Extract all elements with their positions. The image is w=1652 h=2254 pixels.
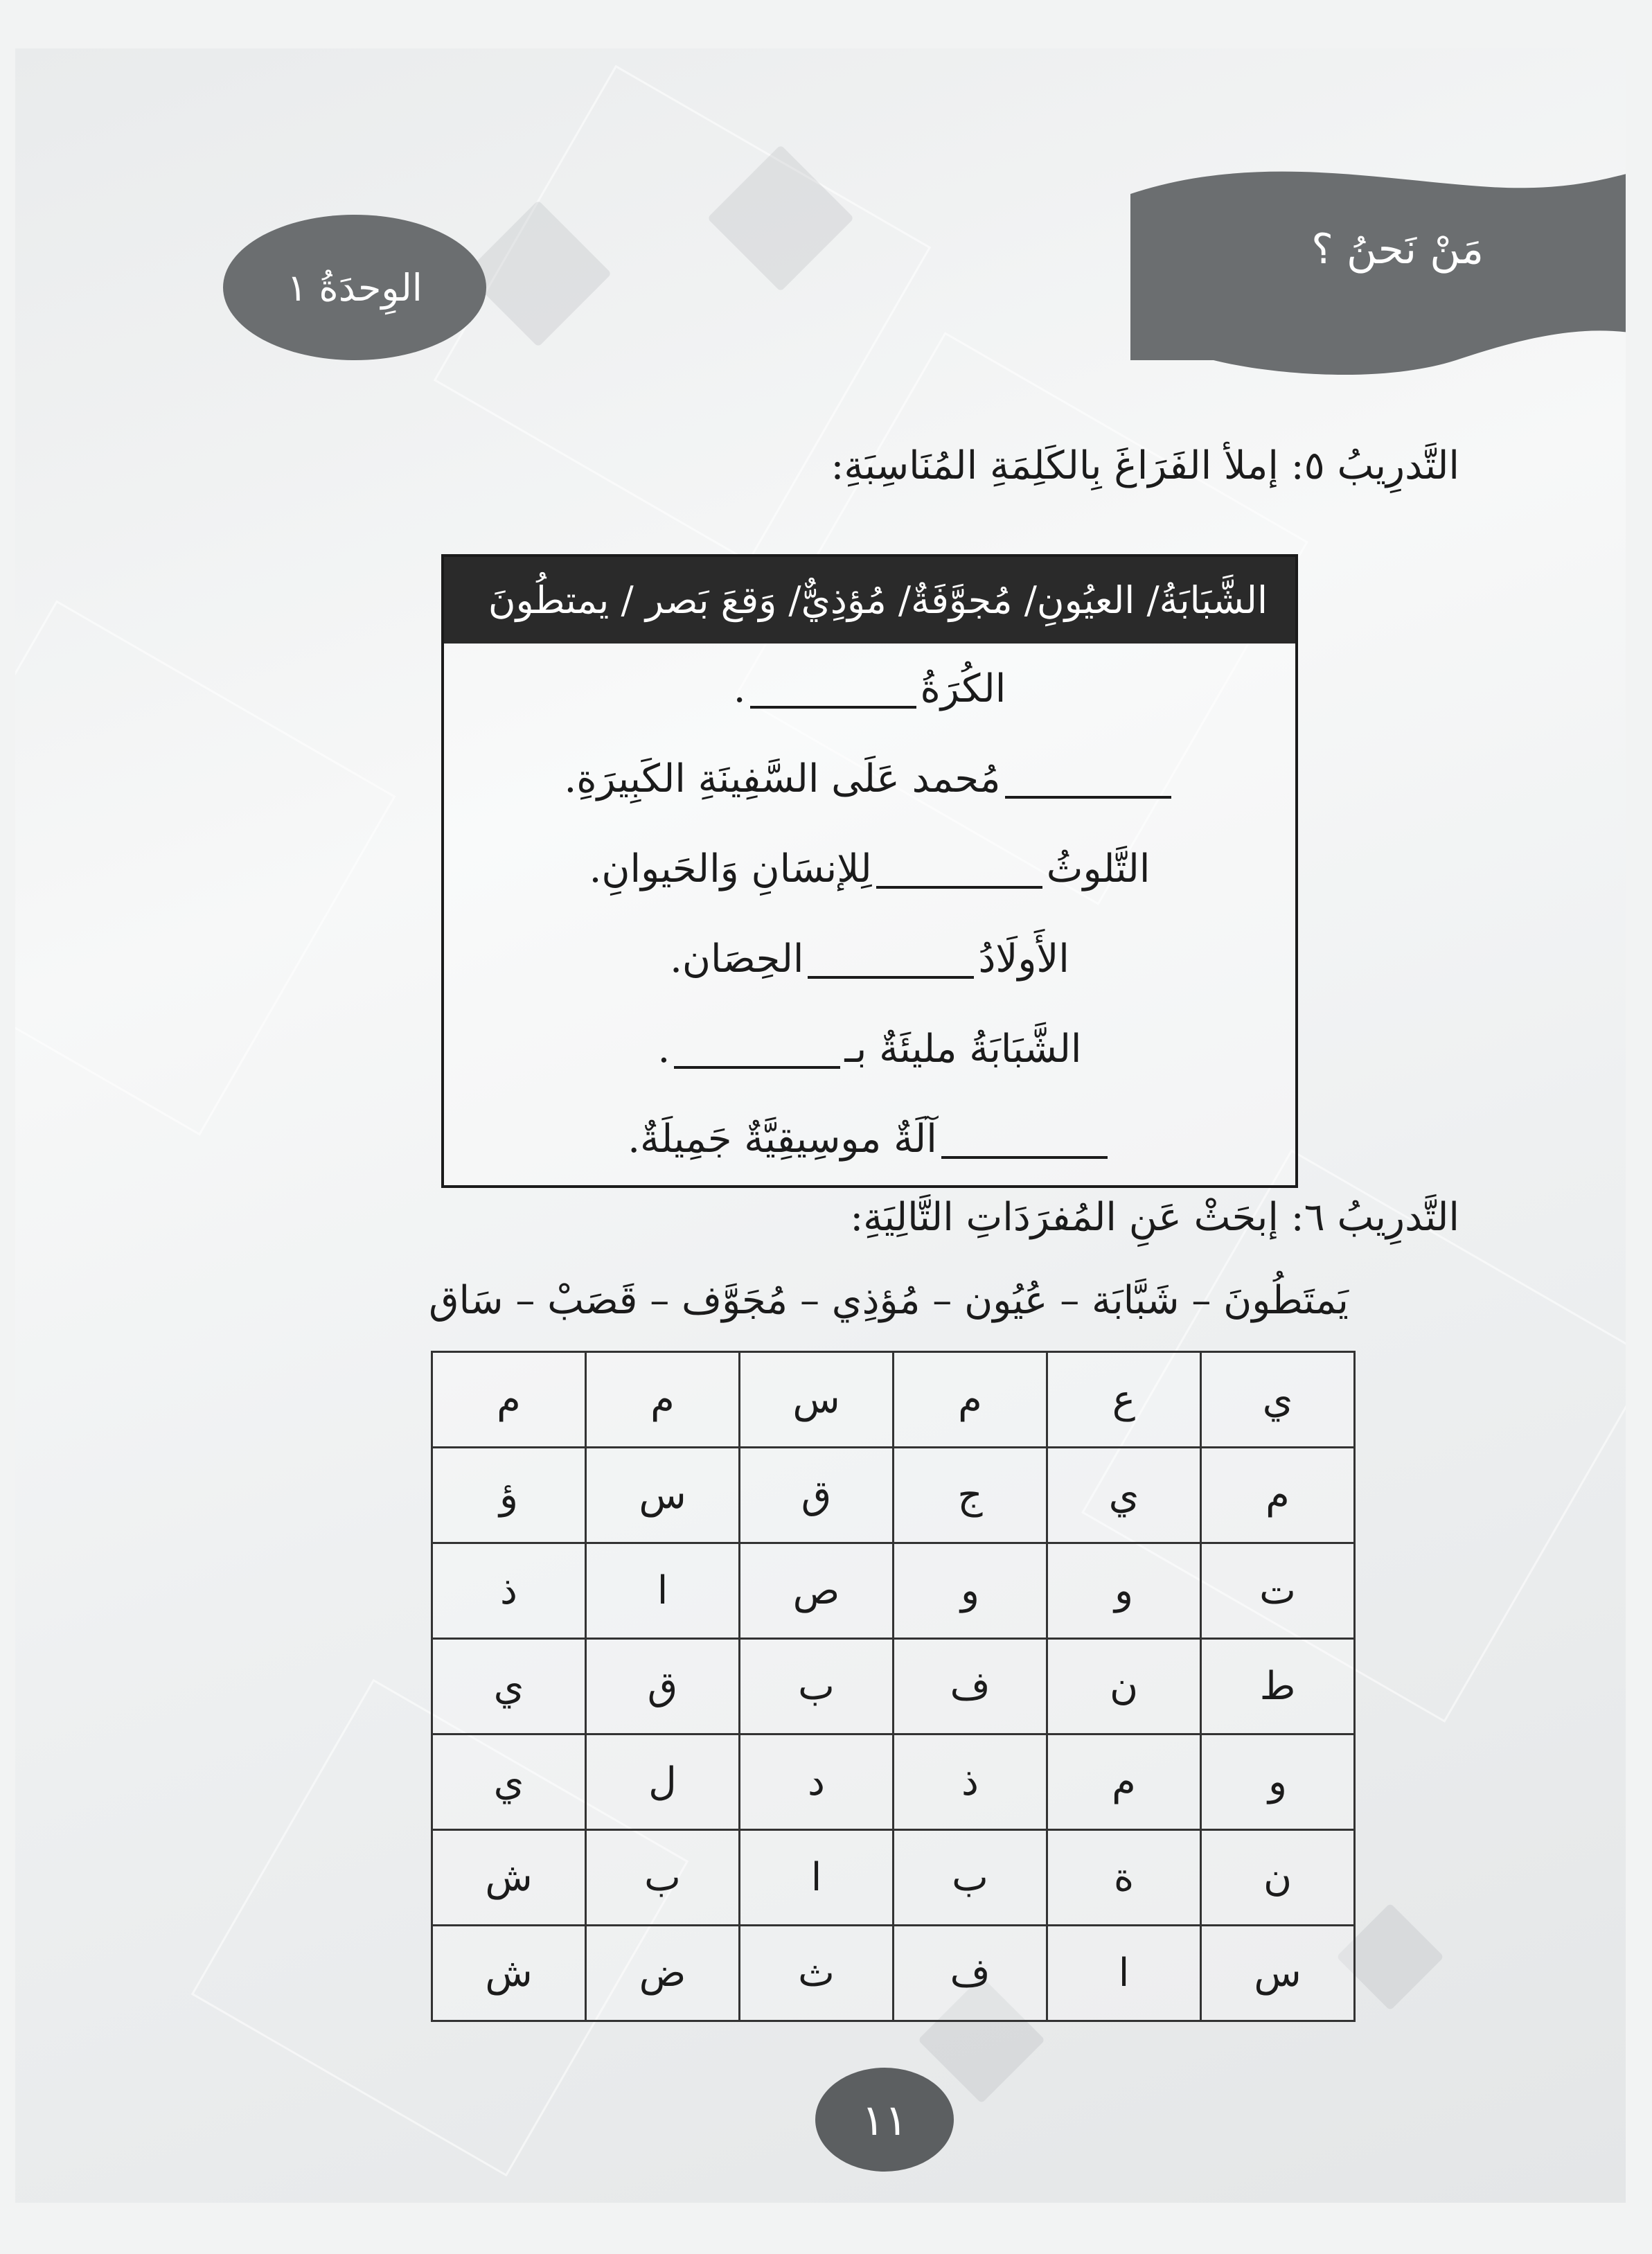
grid-cell[interactable]: ج: [894, 1448, 1047, 1543]
grid-cell[interactable]: ب: [586, 1830, 740, 1926]
grid-cell[interactable]: د: [740, 1734, 894, 1830]
grid-cell[interactable]: و: [894, 1543, 1047, 1639]
background-hexagon: [15, 600, 396, 1135]
grid-cell[interactable]: ؤ: [432, 1448, 586, 1543]
grid-cell[interactable]: و: [1047, 1543, 1201, 1639]
grid-cell[interactable]: ص: [740, 1543, 894, 1639]
workbook-page: [15, 48, 1626, 2203]
word-search-grid: [431, 1351, 1356, 2022]
exercise5-heading: التَّدرِيبُ ٥: إملأ الفَرَاغَ بِالكَلِمَةِ المُنَاسِبَةِ:: [831, 443, 1459, 488]
grid-cell[interactable]: س: [740, 1352, 894, 1448]
grid-cell[interactable]: ف: [894, 1926, 1047, 2021]
grid-row: [432, 1926, 1355, 2021]
grid-cell[interactable]: ض: [586, 1926, 740, 2021]
answer-blank[interactable]: [1005, 758, 1171, 799]
grid-cell[interactable]: ذ: [894, 1734, 1047, 1830]
sentence-end: .: [657, 1026, 670, 1072]
page-number-badge: [815, 2068, 954, 2172]
grid-row: [432, 1830, 1355, 1926]
grid-cell[interactable]: ط: [1201, 1639, 1355, 1734]
grid-row: [432, 1448, 1355, 1543]
grid-cell[interactable]: ش: [432, 1830, 586, 1926]
word-bank: الشَّبَابَةُ/ العيُونِ/ مُجوَّفَةٌ/ مُؤذِيٌّ/ وَقعَ بَصر / يمتطُونَ: [444, 557, 1295, 644]
grid-cell[interactable]: ن: [1047, 1639, 1201, 1734]
sentence-start: الشَّبَابَةُ مليئَةٌ بـ: [844, 1026, 1082, 1072]
grid-cell[interactable]: ة: [1047, 1830, 1201, 1926]
sentence-row: [444, 644, 1295, 734]
answer-blank[interactable]: [674, 1029, 840, 1069]
unit-label: الوِحدَةُ ١: [287, 265, 423, 310]
grid-cell[interactable]: ل: [586, 1734, 740, 1830]
sentence-row: [444, 1094, 1295, 1184]
answer-blank[interactable]: [941, 1119, 1108, 1159]
grid-row: [432, 1639, 1355, 1734]
grid-cell[interactable]: س: [1201, 1926, 1355, 2021]
sentence-row: [444, 824, 1295, 914]
grid-cell[interactable]: ي: [1047, 1448, 1201, 1543]
sentence-end: آلَةٌ موسِيقِيَّةٌ جَمِيلَةٌ.: [628, 1116, 937, 1162]
grid-cell[interactable]: م: [1201, 1448, 1355, 1543]
grid-cell[interactable]: ي: [432, 1734, 586, 1830]
sentence-row: [444, 734, 1295, 824]
grid-cell[interactable]: ث: [740, 1926, 894, 2021]
exercise5-box: [441, 554, 1298, 1188]
grid-cell[interactable]: ي: [1201, 1352, 1355, 1448]
grid-cell[interactable]: س: [586, 1448, 740, 1543]
sentence-end: لِلإنسَانِ وَالحَيوانِ.: [589, 846, 872, 891]
grid-cell[interactable]: ف: [894, 1639, 1047, 1734]
grid-cell[interactable]: و: [1201, 1734, 1355, 1830]
grid-cell[interactable]: ا: [1047, 1926, 1201, 2021]
grid-cell[interactable]: ن: [1201, 1830, 1355, 1926]
grid-cell[interactable]: ذ: [432, 1543, 586, 1639]
grid-row: [432, 1543, 1355, 1639]
grid-row: [432, 1352, 1355, 1448]
lesson-title: مَنْ نَحنُ ؟: [1311, 225, 1484, 274]
grid-cell[interactable]: ع: [1047, 1352, 1201, 1448]
grid-cell[interactable]: م: [1047, 1734, 1201, 1830]
grid-cell[interactable]: ب: [894, 1830, 1047, 1926]
grid-cell[interactable]: ق: [586, 1639, 740, 1734]
grid-cell[interactable]: ت: [1201, 1543, 1355, 1639]
grid-cell[interactable]: ا: [740, 1830, 894, 1926]
sentence-start: التَّلوثُ: [1046, 846, 1151, 891]
exercise6-heading: التَّدرِيبُ ٦: إبحَثْ عَنِ المُفرَدَاتِ التَّالِيَةِ:: [850, 1195, 1459, 1240]
answer-blank[interactable]: [876, 849, 1042, 889]
grid-cell[interactable]: ق: [740, 1448, 894, 1543]
sentence-end: الحِصَان.: [670, 936, 804, 982]
grid-cell[interactable]: ا: [586, 1543, 740, 1639]
grid-row: [432, 1734, 1355, 1830]
grid-cell[interactable]: ب: [740, 1639, 894, 1734]
grid-cell[interactable]: م: [432, 1352, 586, 1448]
sentence-end: مُحمد عَلَى السَّفِينَةِ الكَبِيرَةِ.: [564, 756, 1001, 801]
unit-badge: [223, 215, 486, 360]
grid-cell[interactable]: ش: [432, 1926, 586, 2021]
sentence-start: الكُرَةُ: [920, 666, 1006, 711]
sentence-row: [444, 914, 1295, 1004]
answer-blank[interactable]: [750, 668, 916, 709]
grid-cell[interactable]: م: [586, 1352, 740, 1448]
answer-blank[interactable]: [808, 939, 974, 979]
sentence-start: الأَولَادُ: [978, 936, 1069, 982]
grid-cell[interactable]: م: [894, 1352, 1047, 1448]
page-number: ١١: [861, 2094, 908, 2145]
sentence-end: .: [733, 666, 746, 711]
grid-cell[interactable]: ي: [432, 1639, 586, 1734]
search-word-list: يَمتَطُونَ – شَبَّابَة – عُيُون – مُؤذِي – مُجَوَّف – قَصَبْ – سَاق: [429, 1278, 1349, 1323]
sentence-row: [444, 1004, 1295, 1094]
